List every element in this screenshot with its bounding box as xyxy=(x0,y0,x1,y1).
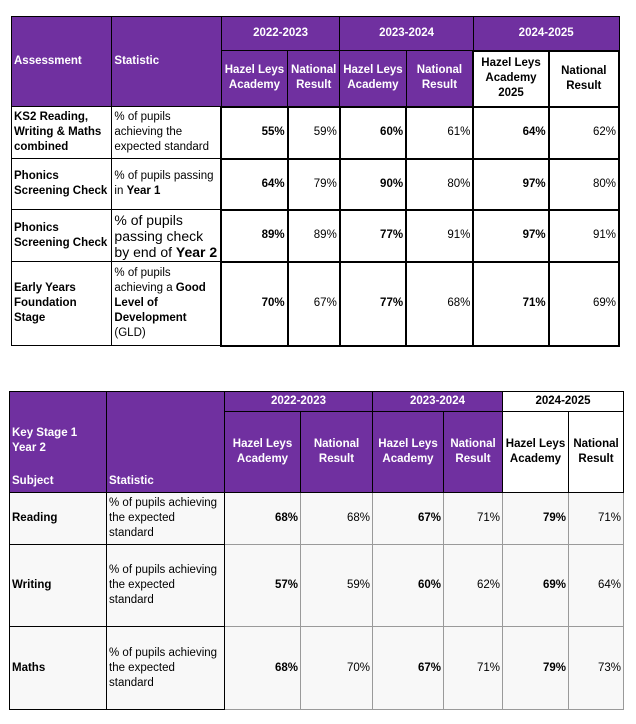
national-value: 69% xyxy=(549,262,619,346)
statistic-header: Statistic xyxy=(107,392,225,493)
academy-header: Hazel Leys Academy xyxy=(225,412,301,493)
national-value: 73% xyxy=(569,627,624,710)
national-value: 80% xyxy=(549,159,619,210)
national-value: 67% xyxy=(288,262,340,346)
academy-value: 64% xyxy=(221,159,287,210)
academy-value: 71% xyxy=(473,262,548,346)
year-header-2022-2023: 2022-2023 xyxy=(225,392,373,412)
table-row xyxy=(12,262,620,346)
table-row xyxy=(12,107,620,159)
academy-value: 97% xyxy=(473,159,548,210)
academy-value: 89% xyxy=(221,210,287,262)
academy-header: Hazel Leys Academy xyxy=(373,412,444,493)
assessment-results-table xyxy=(11,16,620,347)
statistic-text: % of pupils achieving a Good Level of Development (GLD) xyxy=(112,262,221,346)
academy-header: Hazel Leys Academy xyxy=(503,412,569,493)
year-header-2023-2024: 2023-2024 xyxy=(373,392,503,412)
national-header: National Result xyxy=(549,51,619,107)
assessment-name: Early Years Foundation Stage xyxy=(12,262,112,346)
national-header: National Result xyxy=(301,412,373,493)
national-value: 59% xyxy=(288,107,340,159)
academy-value: 90% xyxy=(340,159,406,210)
statistic-text: % of pupils passing check by end of Year 2 xyxy=(112,210,221,262)
academy-value: 77% xyxy=(340,210,406,262)
academy-value: 68% xyxy=(225,627,301,710)
statistic-header: Statistic xyxy=(112,17,221,107)
national-value: 71% xyxy=(569,493,624,545)
academy-value: 70% xyxy=(221,262,287,346)
table-row xyxy=(10,493,624,545)
national-value: 64% xyxy=(569,545,624,627)
assessment-name: KS2 Reading, Writing & Maths combined xyxy=(12,107,112,159)
national-value: 68% xyxy=(301,493,373,545)
academy-header: Hazel Leys Academy xyxy=(221,51,287,107)
national-value: 80% xyxy=(406,159,473,210)
year-header-2024-2025: 2024-2025 xyxy=(473,17,619,51)
year-header-2023-2024: 2023-2024 xyxy=(340,17,474,51)
statistic-text: % of pupils passing in Year 1 xyxy=(112,159,221,210)
table-row xyxy=(10,545,624,627)
academy-value: 55% xyxy=(221,107,287,159)
academy-value: 57% xyxy=(225,545,301,627)
stage-label: Key Stage 1 xyxy=(12,427,78,439)
national-header: National Result xyxy=(444,412,503,493)
year-label: Year 2 xyxy=(12,442,46,454)
subject-name: Maths xyxy=(10,627,107,710)
year-header-2022-2023: 2022-2023 xyxy=(221,17,339,51)
assessment-header: Assessment xyxy=(12,17,112,107)
national-value: 71% xyxy=(444,493,503,545)
national-value: 62% xyxy=(549,107,619,159)
statistic-text: % of pupils achieving the expected standard xyxy=(112,107,221,159)
academy-value: 60% xyxy=(340,107,406,159)
national-value: 91% xyxy=(549,210,619,262)
table-row xyxy=(12,159,620,210)
national-value: 70% xyxy=(301,627,373,710)
national-value: 59% xyxy=(301,545,373,627)
year-header-2024-2025: 2024-2025 xyxy=(503,392,624,412)
table-row xyxy=(10,627,624,710)
academy-value: 60% xyxy=(373,545,444,627)
academy-value: 79% xyxy=(503,627,569,710)
academy-value: 67% xyxy=(373,627,444,710)
assessment-name: Phonics Screening Check xyxy=(12,210,112,262)
statistic-text: % of pupils achieving the expected standard xyxy=(107,627,225,710)
academy-value: 67% xyxy=(373,493,444,545)
national-value: 68% xyxy=(406,262,473,346)
key-stage-1-results-table xyxy=(9,391,624,710)
table-row xyxy=(12,210,620,262)
statistic-text: % of pupils achieving the expected standard xyxy=(107,545,225,627)
academy-value: 69% xyxy=(503,545,569,627)
national-value: 89% xyxy=(288,210,340,262)
assessment-name: Phonics Screening Check xyxy=(12,159,112,210)
statistic-text: % of pupils achieving the expected standard xyxy=(107,493,225,545)
national-header: National Result xyxy=(569,412,624,493)
academy-value: 77% xyxy=(340,262,406,346)
national-value: 79% xyxy=(288,159,340,210)
academy-header: Hazel Leys Academy xyxy=(340,51,406,107)
subject-name: Writing xyxy=(10,545,107,627)
academy-value: 68% xyxy=(225,493,301,545)
academy-value: 97% xyxy=(473,210,548,262)
stage-subject-header xyxy=(10,392,107,493)
national-value: 71% xyxy=(444,627,503,710)
academy-value: 79% xyxy=(503,493,569,545)
national-value: 91% xyxy=(406,210,473,262)
national-value: 62% xyxy=(444,545,503,627)
national-header: National Result xyxy=(288,51,340,107)
academy-2025-header: Hazel Leys Academy 2025 xyxy=(473,51,548,107)
subject-label: Subject xyxy=(12,475,54,487)
national-header: National Result xyxy=(406,51,473,107)
academy-value: 64% xyxy=(473,107,548,159)
national-value: 61% xyxy=(406,107,473,159)
subject-name: Reading xyxy=(10,493,107,545)
